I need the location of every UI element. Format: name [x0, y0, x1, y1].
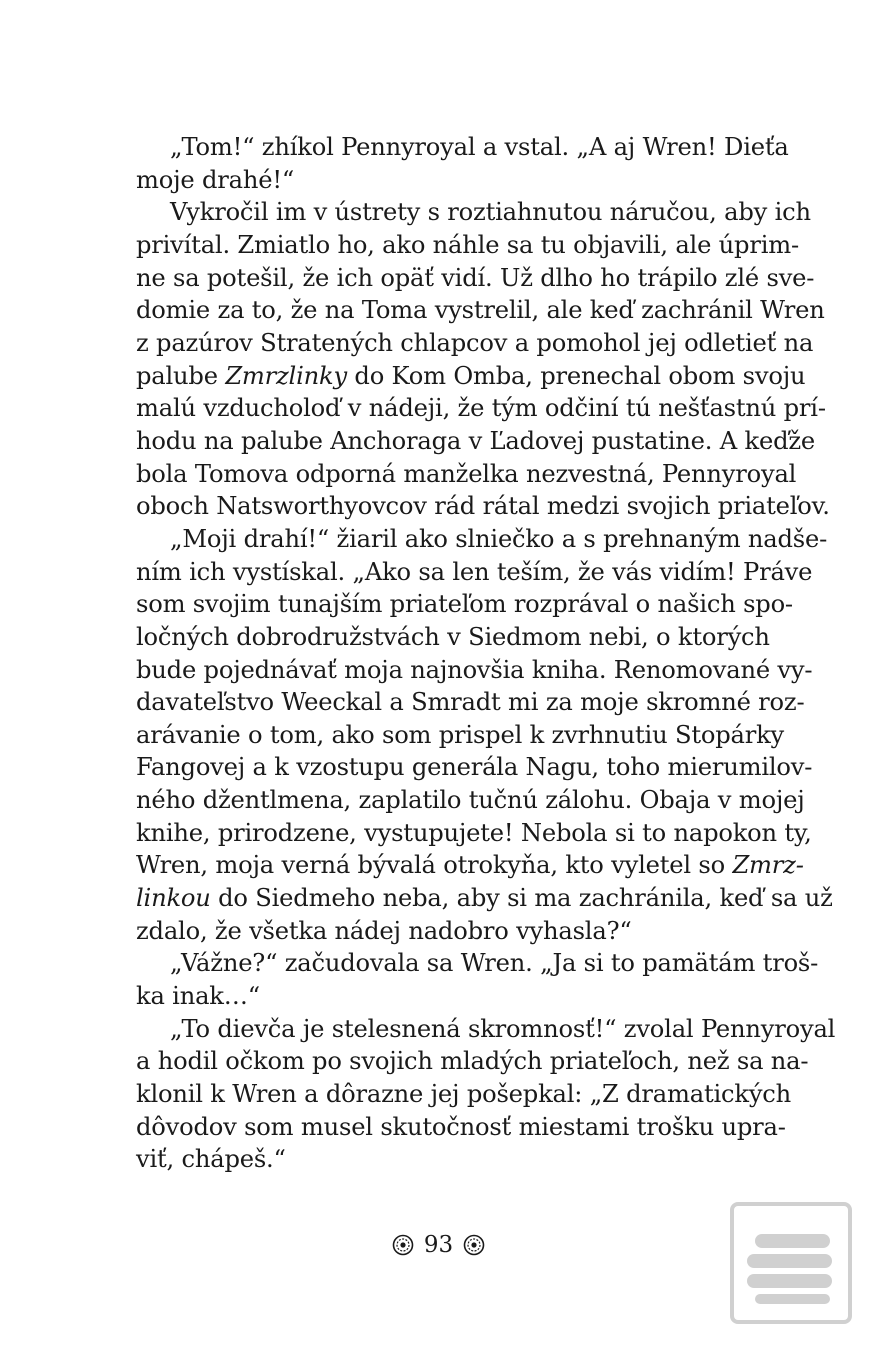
- flower-ornament-icon: [392, 1234, 414, 1256]
- text-line: davateľstvo Weeckal a Smradt mi za moje skromné roz-: [136, 688, 805, 717]
- text-line: ne sa potešil, že ich opäť vidí. Už dlho ho trápilo zlé sve-: [136, 263, 815, 292]
- text-line: hodu na palube Anchoraga v Ľadovej pustatine. A keďže: [136, 426, 816, 455]
- text-line: „Vážne?“ začudovala sa Wren. „Ja si to pamätám troš-: [170, 949, 819, 978]
- flower-ornament-icon: [463, 1234, 485, 1256]
- text-line: Vykročil im v ústrety s roztiahnutou náručou, aby ich: [170, 198, 811, 227]
- text-line: „Tom!“ zhíkol Pennyroyal a vstal. „A aj Wren! Dieťa: [170, 133, 789, 161]
- text-line: privítal. Zmiatlo ho, ako náhle sa tu objavili, ale úprim-: [136, 230, 799, 259]
- text-line: ním ich vystískal. „Ako sa len teším, že vás vidím! Práve: [136, 557, 813, 586]
- text-line: viť, chápeš.“: [136, 1145, 286, 1174]
- text-line: linkou do Siedmeho neba, aby si ma zachránila, keď sa už: [136, 884, 833, 913]
- text-line: „Moji drahí!“ žiaril ako slniečko a s prehnaným nadše-: [170, 524, 828, 553]
- text-line: klonil k Wren a dôrazne jej pošepkal: „Z dramatických: [136, 1080, 792, 1109]
- text-line: zdalo, že všetka nádej nadobro vyhasla?“: [136, 916, 632, 945]
- text-line: oboch Natsworthyovcov rád rátal medzi svojich priateľov.: [136, 492, 830, 521]
- text-line: malú vzducholoď v nádeji, že tým odčiní tú nešťastnú prí-: [136, 394, 826, 423]
- text-line: som svojim tunajším priateľom rozprával o našich spo-: [136, 590, 793, 619]
- text-line: moje drahé!“: [136, 165, 295, 194]
- text-line: palube Zmrzlinky do Kom Omba, prenechal obom svoju: [136, 361, 806, 390]
- text-line: knihe, prirodzene, vystupujete! Nebola si to napokon ty,: [136, 818, 812, 847]
- text-line: ného džentlmena, zaplatilo tučnú zálohu. Obaja v mojej: [136, 786, 805, 815]
- text-line: Fangovej a k vzostupu generála Nagu, toho mierumilov-: [136, 753, 813, 782]
- text-line: Wren, moja verná bývalá otrokyňa, kto vyletel so Zmrz-: [136, 851, 804, 880]
- text-line: a hodil očkom po svojich mladých priateľoch, než sa na-: [136, 1047, 809, 1076]
- text-line: bude pojednávať moja najnovšia kniha. Renomované vy-: [136, 655, 813, 684]
- text-line: „To dievča je stelesnená skromnosť!“ zvolal Pennyroyal: [170, 1014, 836, 1043]
- text-line: ka inak…“: [136, 982, 260, 1011]
- page-number: 93: [423, 1232, 454, 1258]
- book-text: [136, 131, 836, 1176]
- text-line: dôvodov som musel skutočnosť miestami trošku upra-: [136, 1112, 786, 1141]
- text-line: ločných dobrodružstvách v Siedmom nebi, o ktorých: [136, 622, 770, 651]
- text-line: domie za to, že na Toma vystrelil, ale keď zachránil Wren: [136, 296, 825, 325]
- text-line: bola Tomova odporná manželka nezvestná, Pennyroyal: [136, 459, 797, 488]
- text-line: z pazúrov Stratených chlapcov a pomohol jej odletieť na: [136, 328, 814, 357]
- document-lines-icon[interactable]: [729, 1201, 853, 1325]
- text-line: arávanie o tom, ako som prispel k zvrhnutiu Stopárky: [136, 720, 785, 749]
